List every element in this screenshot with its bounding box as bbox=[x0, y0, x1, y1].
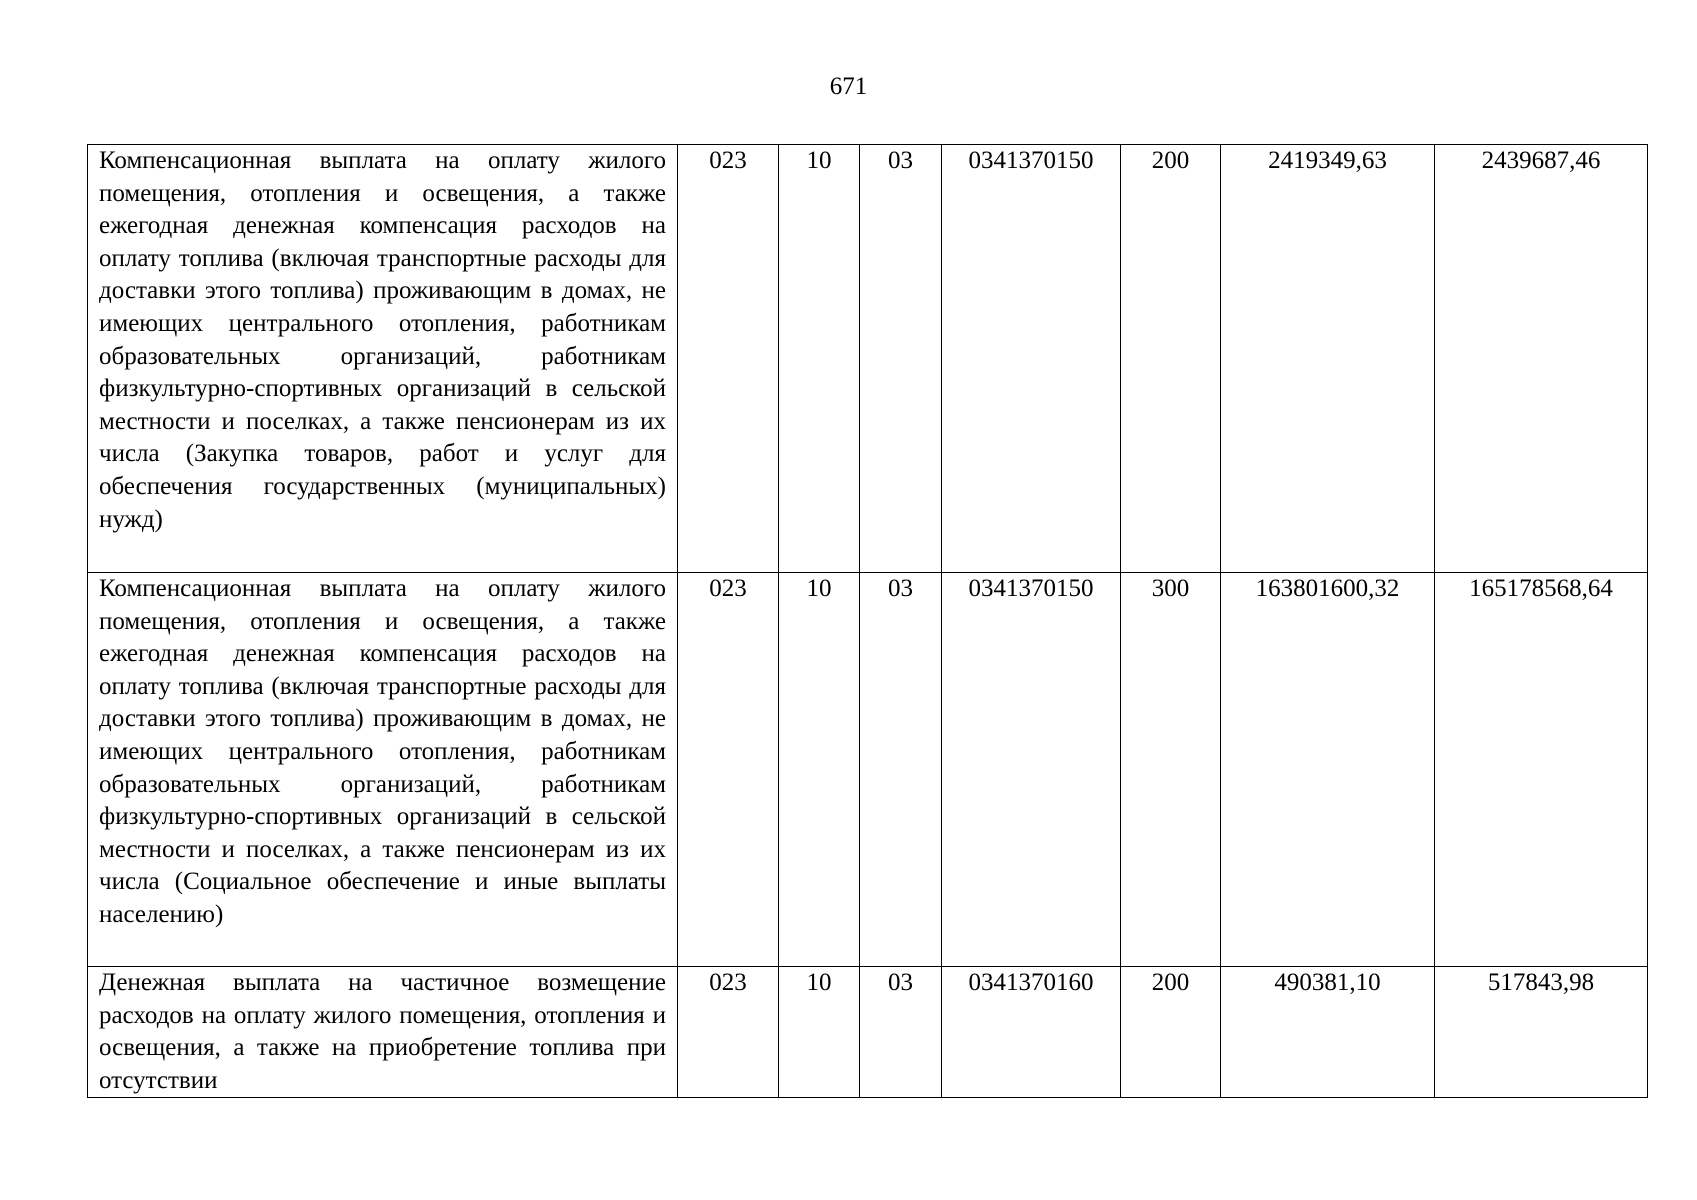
expense-type-code: 300 bbox=[1121, 573, 1221, 967]
row-description: Денежная выплата на частичное возмещение расходов на оплату жилого помещения, отопления и освещения, а также на приобретение топлива при отсутствии bbox=[88, 967, 678, 1098]
amount-year-2: 517843,98 bbox=[1435, 967, 1648, 1098]
target-article-code: 0341370160 bbox=[942, 967, 1121, 1098]
target-article-code: 0341370150 bbox=[942, 573, 1121, 967]
ministry-code: 023 bbox=[678, 967, 779, 1098]
amount-year-2: 2439687,46 bbox=[1435, 145, 1648, 573]
row-description: Компенсационная выплата на оплату жилого помещения, отопления и освещения, а также ежегодная денежная компенсация расходов на оплату топлива (включая транспортные расходы для доставки этого топлива) проживающим в домах, не имеющих центрального отопления, работникам образовательных организаций, работникам физкультурно-спортивных организаций в сельской местности и поселках, а также пенсионерам из их числа (Закупка товаров, работ и услуг для обеспечения государственных (муниципальных) нужд) bbox=[88, 145, 678, 573]
row-description: Компенсационная выплата на оплату жилого помещения, отопления и освещения, а также ежегодная денежная компенсация расходов на оплату топлива (включая транспортные расходы для доставки этого топлива) проживающим в домах, не имеющих центрального отопления, работникам образовательных организаций, работникам физкультурно-спортивных организаций в сельской местности и поселках, а также пенсионерам из их числа (Социальное обеспечение и иные выплаты населению) bbox=[88, 573, 678, 967]
ministry-code: 023 bbox=[678, 145, 779, 573]
amount-year-2: 165178568,64 bbox=[1435, 573, 1648, 967]
page-number: 671 bbox=[829, 73, 868, 100]
section-code: 10 bbox=[779, 967, 860, 1098]
subsection-code: 03 bbox=[860, 573, 942, 967]
table-row bbox=[88, 967, 1648, 1098]
amount-year-1: 2419349,63 bbox=[1221, 145, 1435, 573]
table-row bbox=[88, 145, 1648, 573]
expense-type-code: 200 bbox=[1121, 145, 1221, 573]
subsection-code: 03 bbox=[860, 967, 942, 1098]
amount-year-1: 490381,10 bbox=[1221, 967, 1435, 1098]
budget-table bbox=[87, 144, 1648, 1098]
table-row bbox=[88, 573, 1648, 967]
section-code: 10 bbox=[779, 145, 860, 573]
subsection-code: 03 bbox=[860, 145, 942, 573]
ministry-code: 023 bbox=[678, 573, 779, 967]
amount-year-1: 163801600,32 bbox=[1221, 573, 1435, 967]
target-article-code: 0341370150 bbox=[942, 145, 1121, 573]
section-code: 10 bbox=[779, 573, 860, 967]
expense-type-code: 200 bbox=[1121, 967, 1221, 1098]
